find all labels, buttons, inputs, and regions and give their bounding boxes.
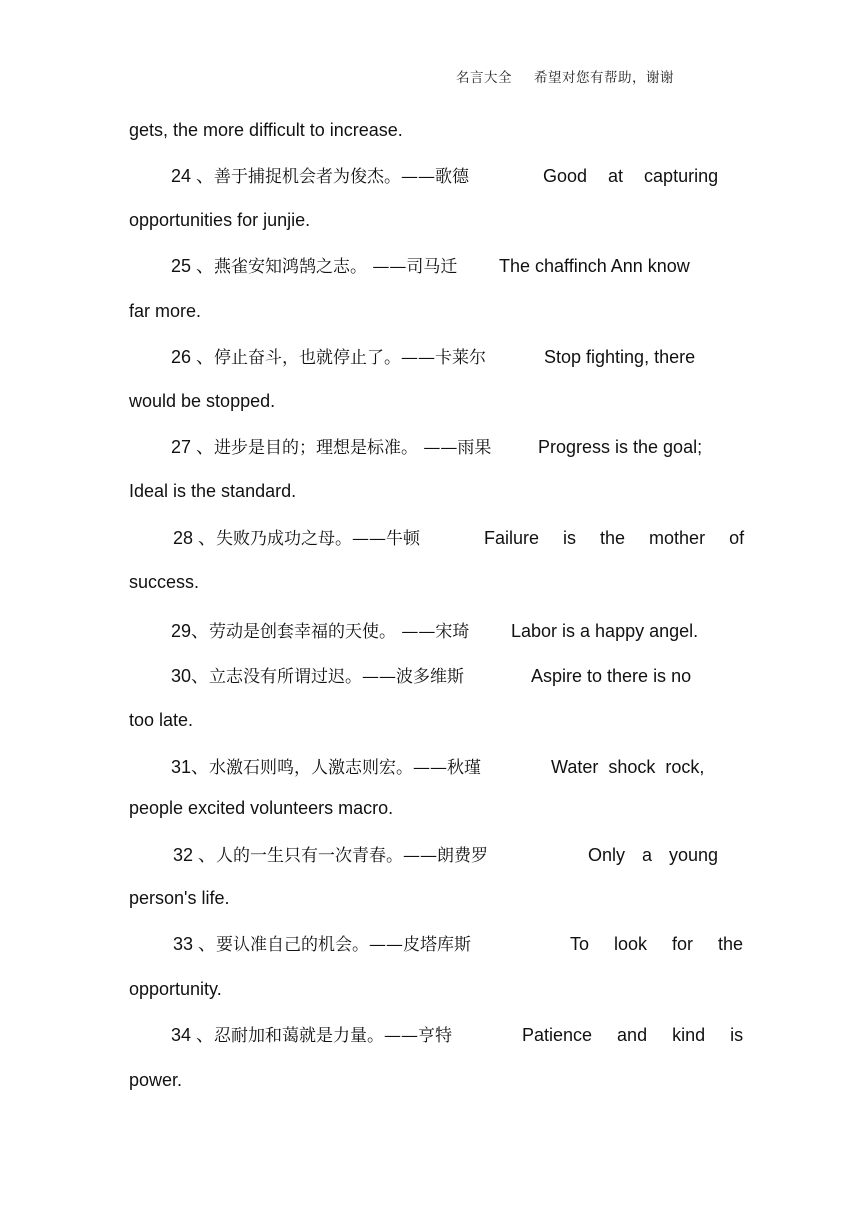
quote-26-line2: would be stopped. xyxy=(129,391,276,411)
quote-30-line1: 30、立志没有所谓过迟。——波多维斯 xyxy=(171,666,465,687)
quote-33-english: To look for the xyxy=(570,934,744,954)
header-subtitle: 希望对您有帮助，谢谢 xyxy=(534,70,674,86)
quote-31-english: Water shock rock, xyxy=(551,757,705,777)
quote-28-line2: success. xyxy=(129,572,200,592)
quote-30-english: Aspire to there is no xyxy=(531,666,692,686)
continuation-line: gets, the more difficult to increase. xyxy=(129,120,403,140)
quote-29-line1: 29、劳动是创套幸福的天使。 ——宋琦 xyxy=(171,621,470,642)
quote-24-line1: 24 、善于捕捉机会者为俊杰。——歌德 xyxy=(171,166,470,187)
quote-32-line2: person's life. xyxy=(129,888,230,908)
quote-32-english: Only a young xyxy=(588,845,719,865)
quote-25-english: The chaffinch Ann know xyxy=(499,256,690,276)
quote-32-line1: 32 、人的一生只有一次青春。——朗费罗 xyxy=(173,845,489,866)
quote-33-line1: 33 、要认准自己的机会。——皮塔库斯 xyxy=(173,934,472,955)
page-header xyxy=(456,66,674,86)
quote-33-line2: opportunity. xyxy=(129,979,222,999)
quote-34-english: Patience and kind is xyxy=(522,1025,744,1045)
quote-25-line1: 25 、燕雀安知鸿鹄之志。 ——司马迁 xyxy=(171,256,458,277)
quote-27-line1: 27 、进步是目的；理想是标准。 ——雨果 xyxy=(171,437,492,458)
quote-25-line2: far more. xyxy=(129,301,202,321)
header-title: 名言大全 xyxy=(456,70,512,86)
quote-29-english: Labor is a happy angel. xyxy=(511,621,699,641)
quote-27-line2: Ideal is the standard. xyxy=(129,481,297,501)
quote-27-english: Progress is the goal; xyxy=(538,437,703,457)
quote-24-english: Good at capturing xyxy=(543,166,719,186)
quote-26-line1: 26 、停止奋斗，也就停止了。——卡莱尔 xyxy=(171,347,487,368)
quote-24-line2: opportunities for junjie. xyxy=(129,210,311,230)
quote-34-line2: power. xyxy=(129,1070,183,1090)
quote-34-line1: 34 、忍耐加和蔼就是力量。——亨特 xyxy=(171,1025,453,1046)
quote-28-line1: 28 、失败乃成功之母。——牛顿 xyxy=(173,528,421,549)
quote-26-english: Stop fighting, there xyxy=(544,347,696,367)
quote-31-line2: people excited volunteers macro. xyxy=(129,798,394,818)
quote-28-english: Failure is the mother of xyxy=(484,528,745,548)
quote-31-line1: 31、水激石则鸣，人激志则宏。——秋瑾 xyxy=(171,757,482,778)
quote-30-line2: too late. xyxy=(129,710,194,730)
